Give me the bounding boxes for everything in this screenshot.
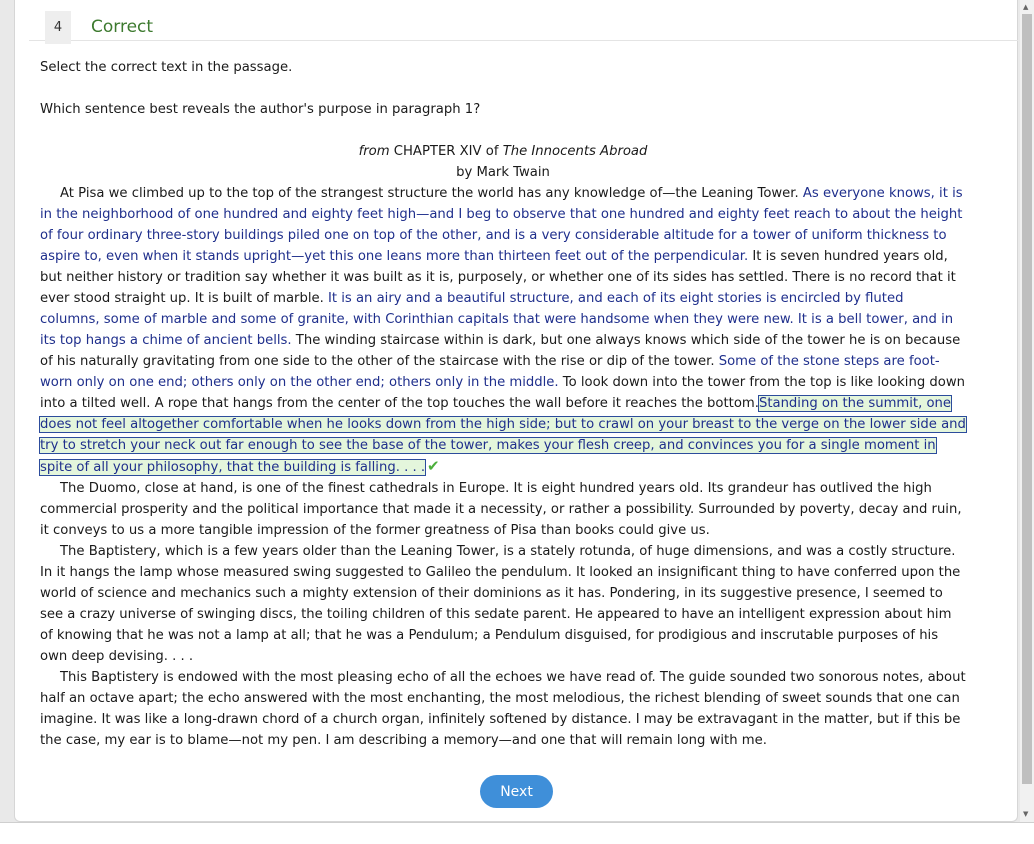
next-button[interactable]: Next	[480, 775, 553, 808]
paragraph-2: The Duomo, close at hand, is one of the finest cathedrals in Europe. It is eight hundred years old. Its grandeur has outlived the high commercial prosperity and the political importance that made it a necessity, or rather a possibility. Surrounded by poverty, decay and ruin, it conveys to us a more tangible impression of the former greatness of Pisa than books could give us.	[40, 481, 962, 538]
paragraph-4: This Baptistery is endowed with the most pleasing echo of all the echoes we have read of. The guide sounded two sonorous notes, about half an octave apart; the echo answered with the most enchanting, the most melodious, the richest blending of sweet sounds that one can imagine. It was like a long-drawn chord of a church organ, infinitely softened by distance. I may be extravagant in the matter, but if this be the case, my ear is to blame—not my pen. I am describing a memory—and one that will remain long with me.	[40, 670, 966, 748]
scroll-up-arrow-icon[interactable]: ▲	[1023, 3, 1029, 11]
vertical-scrollbar[interactable]	[1020, 0, 1034, 822]
passage-text: The winding staircase within is dark, but one always knows which side of the tower he is on because of his naturally gravitating from one side to the other of the staircase with the rise or dip of the tower.	[40, 333, 961, 369]
scrollbar-thumb[interactable]	[1022, 14, 1032, 784]
question-header	[29, 7, 1018, 41]
title-chapter: CHAPTER XIV of	[393, 144, 499, 159]
selectable-sentence[interactable]: Some of the stone steps are foot-worn only on one end; others only on the other end; others only in the middle.	[40, 354, 940, 390]
passage-text: It is seven hundred years old, but neither history or tradition say whether it was built as it is, purposely, or whether one of its sides has settled. There is no record that it ever stood straight up. It is built of marble.	[40, 249, 956, 306]
title-book: The Innocents Abroad	[502, 144, 648, 159]
paragraph-3: The Baptistery, which is a few years older than the Leaning Tower, is a stately rotunda, of huge dimensions, and was a costly structure. In it hangs the lamp whose measured swing suggested to Galileo the pendulum. It looked an insignificant thing to have conferred upon the world of science and mechanics such a mighty extension of their dominions as it has. Pondering, in its suggestive presence, I seemed to see a crazy universe of swinging discs, the toiling children of this sedate parent. He appeared to have an intelligent expression about him of knowing that he was not a lamp at all; that he was a Pendulum; a Pendulum disguised, for prodigious and inscrutable purposes of his own deep devising. . . .	[40, 544, 961, 664]
check-icon: ✔	[427, 457, 440, 475]
question-content	[40, 57, 966, 751]
status-label: Correct	[91, 17, 154, 37]
selectable-sentence[interactable]: It is an airy and a beautiful structure, and each of its eight stories is encircled by fluted columns, some of marble and some of granite, with Corinthian capitals that were handsome when they were new.	[40, 291, 904, 327]
question-prompt: Which sentence best reveals the author's purpose in paragraph 1?	[40, 102, 481, 117]
passage-author: by Mark Twain	[456, 165, 550, 180]
title-from: from	[358, 144, 390, 159]
bottom-bar	[0, 822, 1034, 844]
passage-text: At Pisa we climbed up to the top of the strangest structure the world has any knowledge of—the Leaning Tower.	[60, 186, 803, 201]
instructions: Select the correct text in the passage.	[40, 60, 293, 75]
question-number: 4	[45, 11, 71, 44]
passage-title	[40, 141, 966, 162]
selectable-sentence[interactable]: It is a bell tower, and in its top hangs a chime of ancient bells.	[40, 312, 954, 348]
scroll-down-arrow-icon[interactable]: ▼	[1023, 810, 1029, 818]
selected-sentence[interactable]: Standing on the summit, one does not feel altogether comfortable when he looks down from the high side; but to crawl on your breast to the verge on the lower side and try to stretch your neck out far enough to see the base of the tower, makes your flesh creep, and convinces you for a single moment in spite of all your philosophy, that the building is falling. . . .	[40, 396, 966, 475]
paragraph-1	[40, 183, 966, 478]
paragraph-1-sentences	[40, 186, 965, 411]
passage-text: To look down into the tower from the top is like looking down into a tilted well. A rope that hangs from the center of the top touches the wall before it reaches the bottom.	[40, 375, 965, 411]
selectable-sentence[interactable]: As everyone knows, it is in the neighborhood of one hundred and eighty feet high—and I beg to observe that one hundred and eighty feet reach to about the height of four ordinary three-story buildings piled one on top of the other, and is a very considerable altitude for a tower of uniform thickness to aspire to, even when it stands upright—yet this one leans more than thirteen feet out of the perpendicular.	[40, 186, 963, 264]
